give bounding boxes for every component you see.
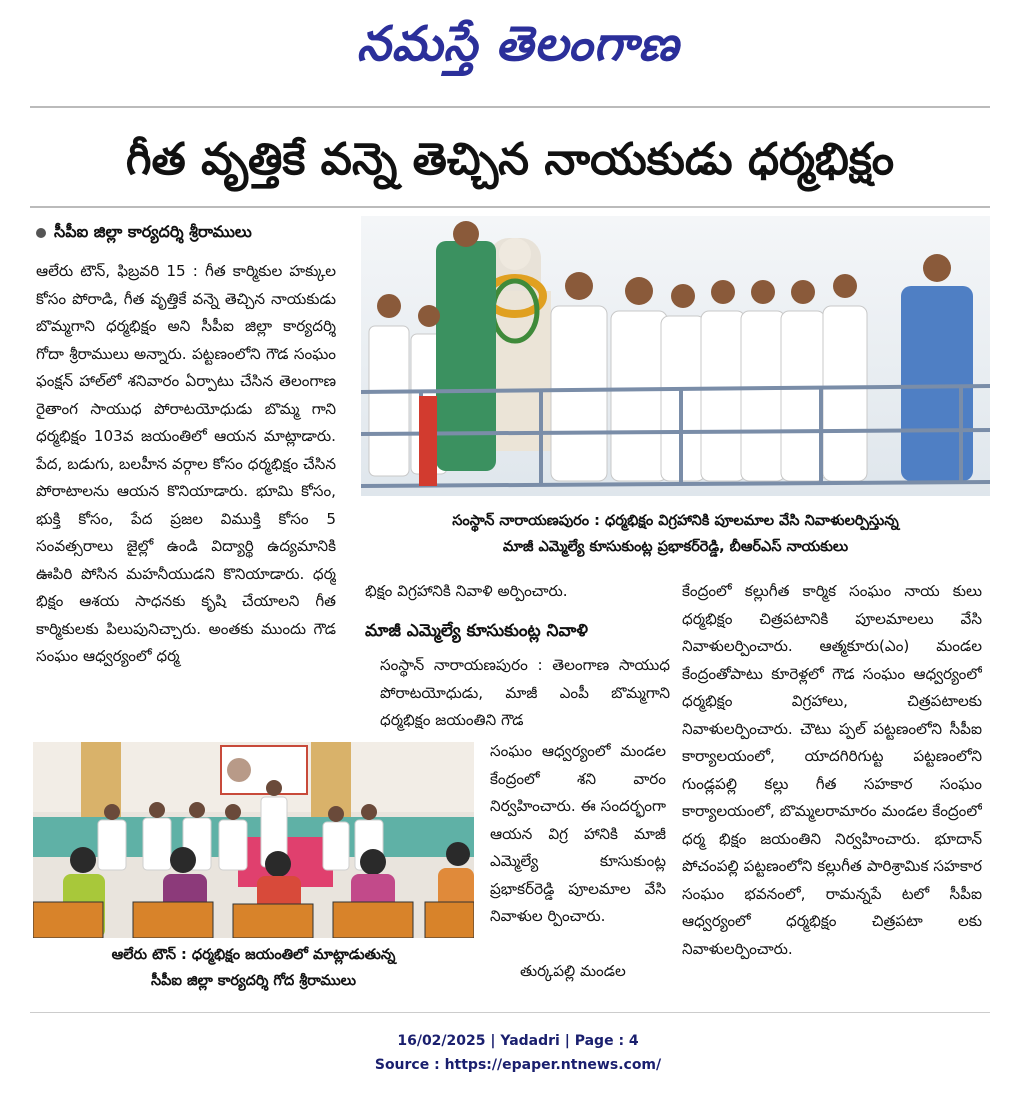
column-2-continuation [365, 578, 665, 606]
section-subheading: మాజీ ఎమ్మెల్యే కూసుకుంట్ల నివాళి [365, 621, 588, 641]
article-subheadline [36, 220, 346, 244]
photo-1-caption-line-1: సంస్థాన్‌ నారాయణపురం : ధర్మభిక్షం విగ్రహానికి పూలమాల వేసి నివాళులర్పిస్తున్న [452, 513, 899, 529]
column-2-text-narrow [490, 738, 666, 958]
article-column-3 [682, 578, 982, 992]
column-3-text: కేంద్రంలో కల్లుగీత కార్మిక సంఘం నాయ కులు ధర్మభిక్షం చిత్రపటానికి పూలమాలలు వేసి నివాళులర్పించారు. ఆత్మకూరు(ఎం) మండల కేంద్రంతోపాటు కూరెళ్లలో గౌడ సంఘం ఆధ్వర్యంలో ధర్మభిక్షం విగ్రహాలు, చిత్రపటాలకు నివాళులర్పించారు. చౌటు ప్పల్‌ పట్టణంలోని సీపీఐ కార్యాలయంలో, యాదగిరిగుట్ట పట్టణంలోని గుండ్లపల్లి కల్లు గీత సహకార సంఘం కార్యాలయంలో, బొమ్మలరామారం మండల కేంద్రంలో ధర్మ భిక్షం జయంతిని నిర్వహించారు. భూదాన్‌ పోచంపల్లి పట్టణంలోని కల్లుగీత పారిశ్రామిక సహకార సంఘం భవనంలో, రామన్నపే టలో సీపీఐ ఆధ్వర్యంలో ధర్మభిక్షం చిత్రపటా లకు నివాళులర్పించారు. [682, 582, 982, 958]
meeting-hall-photo [33, 742, 474, 938]
source-link[interactable]: Source : https://epaper.ntnews.com/ [374, 1057, 662, 1073]
statue-tribute-photo [361, 216, 990, 496]
column-2-narrow-paragraph: సంఘం ఆధ్వర్యంలో మండల కేంద్రంలో శని వారం నిర్వహించారు. ఈ సందర్భంగా ఆయన విగ్ర హానికి మాజీ ఎమ్మెల్యే కూసుకుంట్ల ప్రభాకర్‌రెడ్డి పూలమాల వేసి నివాళుల ర్పించారు. [490, 742, 666, 925]
page-bottom-divider [30, 1012, 990, 1013]
photo-1-caption [361, 508, 990, 560]
photo-1-caption-line-2: మాజీ ఎమ్మెల్యే కూసుకుంట్ల ప్రభాకర్‌రెడ్డి, బీఆర్‌ఎస్‌ నాయకులు [502, 539, 849, 555]
bullet-icon [36, 228, 46, 238]
column-2-tail-text: తుర్కపల్లి మండల [520, 962, 626, 980]
newspaper-masthead [0, 6, 1036, 82]
column-2-tail [520, 958, 670, 986]
meeting-hall-photo-illustration [33, 742, 474, 938]
column-2-top-text: భిక్షం విగ్రహానికి నివాళి అర్పించారు. [365, 582, 568, 600]
photo-2-caption-line-2: సీపీఐ జిల్లా కార్యదర్శి గోద శ్రీరాములు [150, 973, 357, 989]
edition-info: 16/02/2025 | Yadadri | Page : 4 [397, 1033, 639, 1049]
column-2-text-wide [380, 652, 670, 734]
photo-2-caption [33, 942, 474, 994]
article-column-1 [36, 258, 336, 726]
masthead-divider [30, 106, 990, 108]
photo-2-caption-line-1: ఆలేరు టౌన్‌ : ధర్మభిక్షం జయంతిలో మాట్లాడుతున్న [111, 947, 396, 963]
statue-tribute-photo-illustration [361, 216, 990, 496]
masthead-title: నమస్తే తెలంగాణ [356, 16, 680, 72]
subheadline-text: సీపీఐ జిల్లా కార్యదర్శి శ్రీరాములు [54, 222, 252, 241]
headline-divider [30, 206, 990, 208]
column-1-text: ఆలేరు టౌన్‌, ఫిబ్రవరి 15 : గీత కార్మికుల హక్కుల కోసం పోరాడి, గీత వృత్తికే వన్నె తెచ్చిన నాయకుడు బొమ్మగాని ధర్మభిక్షం అని సీపీఐ జిల్లా కార్యదర్శి గోదా శ్రీరాములు అన్నారు. పట్టణంలోని గౌడ సంఘం ఫంక్షన్‌ హాల్‌లో శనివారం ఏర్పాటు చేసిన తెలంగాణ రైతాంగ సాయుధ పోరాటయోధుడు బొమ్మ గాని ధర్మభిక్షం 103వ జయంతిలో ఆయన మాట్లాడారు. పేద, బడుగు, బలహీన వర్గాల కోసం ధర్మభిక్షం చేసిన పోరాటాలను ఆయన కొనియాడారు. భూమి కోసం, భుక్తి కోసం, పేద ప్రజల విముక్తి కోసం 5 సంవత్సరాలు జైల్లో ఉండి విద్యార్థి ఉద్యమానికి ఊపిరి పోసిన మహనీయుడని కొనియాడారు. ధర్మ భిక్షం ఆశయ సాధనకు కృషి చేయాలని గీత కార్మికులకు పిలుపునిచ్చారు. అంతకు ముందు గౌడ సంఘం ఆధ్వర్యంలో ధర్మ [36, 262, 336, 665]
column-2-wide-paragraph: సంస్థాన్‌ నారాయణపురం : తెలంగాణ సాయుధ పోరాటయోధుడు, మాజీ ఎంపీ బొమ్మగాని ధర్మభిక్షం జయంతిని గౌడ [380, 656, 670, 729]
article-headline: గీత వృత్తికే వన్నె తెచ్చిన నాయకుడు ధర్మభిక్షం [125, 134, 895, 185]
